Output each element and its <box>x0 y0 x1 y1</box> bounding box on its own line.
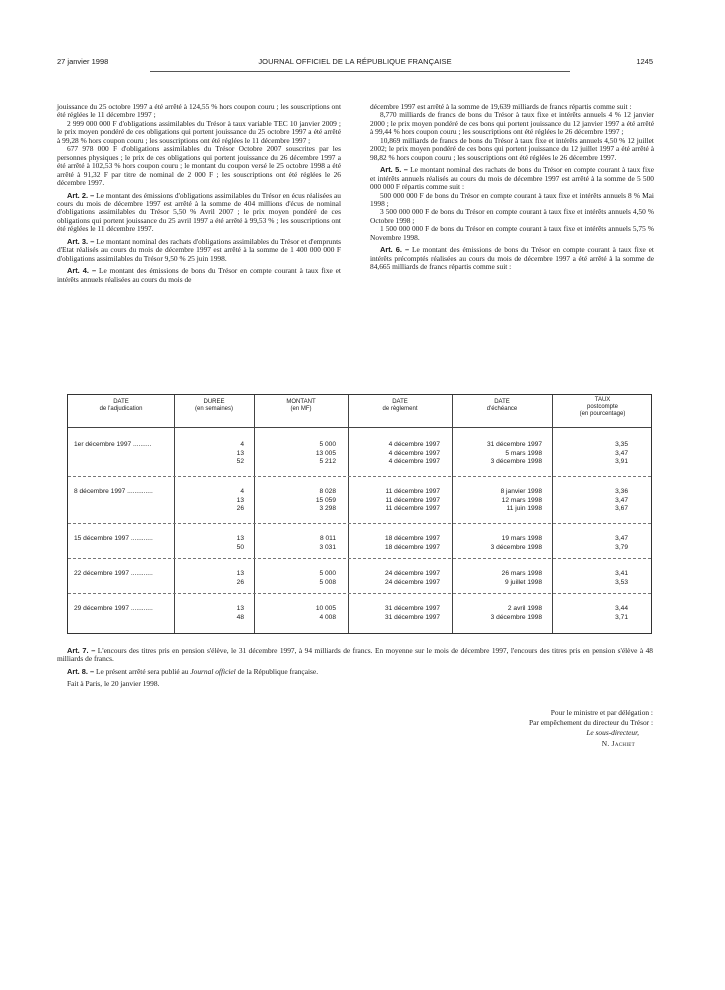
table-row-value: 3 décembre 1998 <box>490 458 542 465</box>
table-column-ech <box>458 535 542 552</box>
table-column-ech <box>458 570 542 587</box>
table-row-value: 31 décembre 1997 <box>385 613 440 621</box>
column-divider <box>348 395 349 633</box>
article-text: L'encours des titres pris en pension s'élève, le 31 décembre 1997, à 94 milliards de francs. En moyenne sur le mois de décembre 1997, l'encours des titres pris en pension s'élève à 48 milliards de francs. <box>57 646 653 664</box>
table-row-value: 3,53 <box>615 578 628 586</box>
table-row-value: 3,79 <box>615 543 628 551</box>
article-5 <box>370 166 654 191</box>
column-divider <box>254 395 255 633</box>
table-column-mon <box>268 605 336 622</box>
column-header-settlement: DATE de règlement <box>382 399 418 412</box>
paragraph: 2 999 000 000 F d'obligations assimilables du Trésor à taux variable TEC 10 janvier 2009 ; le prix moyen pondéré de ces obligations qui portent jouissance du 25 octobre 1997 a été arrêté à 99,28 % hors coupon couru ; les souscriptions ont été réglées le 11 décembre 1997 ; <box>57 118 341 145</box>
table-column-ech <box>458 441 542 467</box>
table-row-value: 50 <box>236 543 244 551</box>
table-row-value: 13 <box>236 535 244 542</box>
header-date: 27 janvier 1998 <box>57 57 109 66</box>
column-header-maturity: DATE d'échéance <box>486 399 518 412</box>
table-column-dur <box>186 570 244 587</box>
table-column-taux <box>578 570 628 587</box>
article-label: Art. 8. – <box>67 666 95 676</box>
article-text: Le présent arrêté sera publié au <box>95 666 189 676</box>
table-cell-auction-date: 8 décembre 1997 .............. <box>74 488 153 495</box>
header-divider <box>150 71 570 72</box>
table-row-value: 26 <box>236 505 244 512</box>
header-divider <box>68 427 651 428</box>
header-title: JOURNAL OFFICIEL DE LA RÉPUBLIQUE FRANÇAISE <box>258 57 452 66</box>
table-row-value: 18 décembre 1997 <box>385 535 440 542</box>
table-column-ech <box>458 605 542 622</box>
table-row-value: 3 décembre 1998 <box>490 613 542 621</box>
left-column <box>57 103 341 284</box>
table-column-mon <box>268 570 336 587</box>
column-divider <box>552 395 553 633</box>
table-row-value: 48 <box>236 613 244 621</box>
table-column-dur <box>186 441 244 467</box>
article-label: Art. 6. – <box>380 245 410 255</box>
table-row-value: 26 mars 1998 <box>501 570 542 577</box>
table-row-value: 3,36 <box>615 488 628 495</box>
article-6 <box>370 246 654 271</box>
table-row-value: 18 décembre 1997 <box>385 543 440 551</box>
column-header-rate: TAUX postcompte (en pourcentage) <box>579 397 626 417</box>
article-3 <box>57 238 341 263</box>
table-row-value: 5 008 <box>319 578 336 586</box>
group-divider <box>68 523 651 524</box>
signature-block <box>465 708 653 749</box>
table-row-value: 4 décembre 1997 <box>388 458 440 465</box>
table-row-value: 5 mars 1998 <box>505 449 542 457</box>
article-label: Art. 5. – <box>380 165 408 175</box>
article-text: de la République française. <box>237 666 319 676</box>
article-8 <box>57 668 653 676</box>
article-text: Le montant nominal des rachats de bons du Trésor en compte courant à taux fixe et intérêts annuels réalisés au cours du mois de décembre 1997 est arrêté à la somme de 5 500 000 000 F répartis comme suit : <box>370 165 654 192</box>
right-column <box>370 103 654 272</box>
group-divider <box>68 593 651 594</box>
table-column-taux <box>578 441 628 467</box>
table-column-reg <box>358 488 440 514</box>
article-label: Art. 7. – <box>67 646 96 655</box>
table-column-mon <box>268 441 336 467</box>
table-column-reg <box>358 535 440 552</box>
table-row-value: 3,71 <box>615 613 628 621</box>
table-row-value: 9 juillet 1998 <box>504 578 542 586</box>
signature-line: Pour le ministre et par délégation : <box>550 708 653 717</box>
table-row-value: 8 028 <box>319 488 336 495</box>
table-row-value: 31 décembre 1997 <box>385 605 440 612</box>
table-row-value: 3,91 <box>615 458 628 465</box>
group-divider <box>68 558 651 559</box>
article-text: Le montant des émissions d'obligations assimilables du Trésor en écus réalisées au cours du mois de décembre 1997 est arrêté à la somme de 404 millions d'écus de nominal d'obligations assimilables du Trésor 5,50 % Avril 2007 ; le prix moyen pondéré de ces obligations qui portent jouissance du 25 avril 1997 a été arrêté à 99,53 % ; les souscriptions ont été réglées le 11 décembre 1997. <box>57 190 341 234</box>
table-row-value: 4 <box>240 488 244 495</box>
column-divider <box>174 395 175 633</box>
article-label: Art. 3. – <box>67 236 95 246</box>
article-7 <box>57 647 653 664</box>
article-text: Le montant des émissions de bons du Trésor en compte courant à taux fixe et intérêts annuels réalisées au cours du mois de <box>57 266 341 284</box>
paragraph: 8,770 milliards de francs de bons du Trésor à taux fixe et intérêts annuels 4 % 12 janvier 2000 ; le prix moyen pondéré de ces bons qui portent jouissance du 12 janvier 1997 a été arrêté à 99,44 % hors coupon couru ; les souscriptions ont été réglées le 26 décembre 1997 ; <box>370 110 654 137</box>
article-4 <box>57 267 341 284</box>
column-header-duration: DUREE (en semaines) <box>194 399 233 412</box>
table-column-reg <box>358 441 440 467</box>
table-row-value: 3,47 <box>615 449 628 457</box>
table-row-value: 11 décembre 1997 <box>385 496 440 504</box>
treasury-bonds-table <box>67 394 652 634</box>
table-column-reg <box>358 605 440 622</box>
signatory-name: N. Jachiet <box>601 738 635 748</box>
column-header-date: DATE de l'adjudication <box>99 399 143 412</box>
column-divider <box>452 395 453 633</box>
article-label: Art. 2. – <box>67 190 95 200</box>
table-cell-auction-date: 15 décembre 1997 ............ <box>74 535 153 542</box>
table-row-value: 4 <box>240 441 244 448</box>
table-row-value: 12 mars 1998 <box>501 496 542 504</box>
table-column-dur <box>186 535 244 552</box>
article-2 <box>57 192 341 234</box>
group-divider <box>68 476 651 477</box>
article-text: Le montant des émissions de bons du Trésor en compte courant à taux fixe et intérêts précomptés réalisées au cours du mois de décembre 1997 a été arrêté à la somme de 84,665 milliards de francs répartis comme suit : <box>370 245 654 272</box>
paragraph: 1 500 000 000 F de bons du Trésor en compte courant à taux fixe et intérêts annuels 5,75 % Novembre 1998. <box>370 224 654 242</box>
table-row-value: 3,44 <box>615 605 628 612</box>
table-cell-auction-date: 1er décembre 1997 .......... <box>74 441 152 448</box>
table-row-value: 3,47 <box>615 535 628 542</box>
paragraph: décembre 1997 est arrêté à la somme de 19,639 milliards de francs répartis comme suit : <box>370 102 632 111</box>
table-column-taux <box>578 488 628 514</box>
article-label: Art. 4. – <box>67 266 97 276</box>
table-column-ech <box>458 488 542 514</box>
table-row-value: 24 décembre 1997 <box>385 570 440 577</box>
table-column-dur <box>186 605 244 622</box>
table-row-value: 26 <box>236 578 244 586</box>
table-row-value: 5 000 <box>319 441 336 448</box>
page-header <box>57 57 653 69</box>
table-row-value: 13 <box>236 570 244 577</box>
table-row-value: 5 212 <box>319 458 336 465</box>
column-header-amount: MONTANT (en MF) <box>286 399 316 412</box>
table-row-value: 5 000 <box>319 570 336 577</box>
table-row-value: 3 298 <box>319 505 336 512</box>
signature-line: Par empêchement du directeur du Trésor : <box>529 718 653 728</box>
page-number: 1245 <box>636 57 653 66</box>
table-row-value: 8 janvier 1998 <box>500 488 542 495</box>
paragraph: 3 500 000 000 F de bons du Trésor en compte courant à taux fixe et intérêts annuels 4,50 % Octobre 1998 ; <box>370 207 654 225</box>
journal-name: Journal officiel <box>190 666 236 676</box>
paragraph: 500 000 000 F de bons du Trésor en compte courant à taux fixe et intérêts annuels 8 % Mai 1998 ; <box>370 190 654 208</box>
table-row-value: 11 juin 1998 <box>506 505 542 512</box>
table-cell-auction-date: 29 décembre 1997 ............ <box>74 605 153 612</box>
paragraph: jouissance du 25 octobre 1997 a été arrêté à 124,55 % hors coupon couru ; les souscriptions ont été réglées le 11 décembre 1997 ; <box>57 102 341 120</box>
table-row-value: 3,67 <box>615 505 628 512</box>
table-row-value: 4 008 <box>319 613 336 621</box>
table-row-value: 19 mars 1998 <box>501 535 542 542</box>
table-row-value: 3 031 <box>319 543 336 551</box>
table-row-value: 3,35 <box>615 441 628 448</box>
paragraph: 10,869 milliards de francs de bons du Trésor à taux fixe et intérêts annuels 4,50 % 12 juillet 2002; le prix moyen pondéré de ces bons qui portent jouissance du 12 juillet 1997 a été arrêté à 98,82 % hors coupon couru ; les souscriptions ont été réglées le 26 décembre 1997. <box>370 135 654 162</box>
table-column-mon <box>268 488 336 514</box>
table-row-value: 8 011 <box>319 535 336 542</box>
table-column-reg <box>358 570 440 587</box>
done-at: Fait à Paris, le 20 janvier 1998. <box>67 679 160 689</box>
table-row-value: 52 <box>236 458 244 465</box>
signature-title: Le sous-directeur, <box>586 728 639 738</box>
table-row-value: 13 <box>236 449 244 457</box>
table-row-value: 11 décembre 1997 <box>385 488 440 495</box>
table-row-value: 15 059 <box>315 496 336 504</box>
paragraph: 677 978 000 F d'obligations assimilables du Trésor Octobre 2007 souscrites par les personnes physiques ; le prix de ces obligations qui portent jouissance du 26 décembre 1997 a été arrêté à 102,53 % hors coupon couru ; le montant du coupon versé le 25 octobre 1998 a été arrêté à 91,32 F par titre de nominal de 2 000 F ; les souscriptions ont été réglées le 26 décembre 1997. <box>57 144 341 188</box>
table-row-value: 24 décembre 1997 <box>385 578 440 586</box>
table-column-taux <box>578 535 628 552</box>
table-column-dur <box>186 488 244 514</box>
table-row-value: 13 <box>236 605 244 612</box>
table-row-value: 4 décembre 1997 <box>388 449 440 457</box>
table-row-value: 3,47 <box>615 496 628 504</box>
article-text: Le montant nominal des rachats d'obligations assimilables du Trésor et d'emprunts d'Etat réalisés au cours du mois de décembre 1997 est arrêté à la somme de 1 400 000 000 F d'obligations assimilables du Trésor 9,50 % 25 juin 1998. <box>57 236 341 263</box>
table-row-value: 2 avril 1998 <box>507 605 542 612</box>
bottom-articles <box>57 647 653 693</box>
table-row-value: 11 décembre 1997 <box>385 505 440 512</box>
table-cell-auction-date: 22 décembre 1997 ............ <box>74 570 153 577</box>
table-row-value: 3,41 <box>615 570 628 577</box>
table-row-value: 13 <box>236 496 244 504</box>
table-row-value: 10 005 <box>315 605 336 612</box>
table-row-value: 3 décembre 1998 <box>490 543 542 551</box>
table-row-value: 31 décembre 1997 <box>487 441 542 448</box>
table-row-value: 13 005 <box>315 449 336 457</box>
table-row-value: 4 décembre 1997 <box>388 441 440 448</box>
table-column-taux <box>578 605 628 622</box>
table-column-mon <box>268 535 336 552</box>
